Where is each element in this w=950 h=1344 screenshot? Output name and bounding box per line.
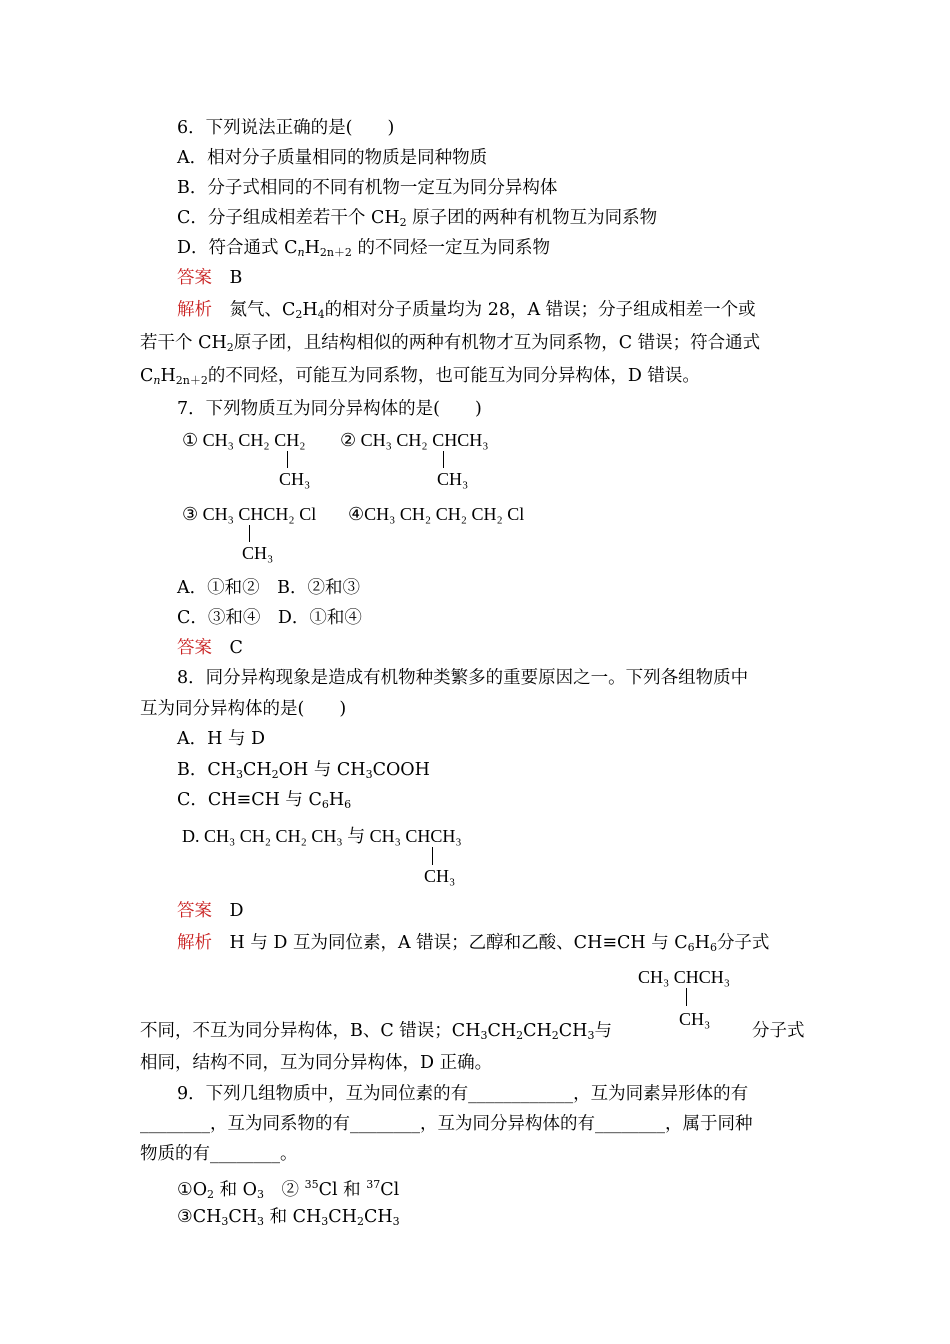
q9-stem-line3: 物质的有________。 [140, 1144, 298, 1164]
q7-structure-3-bond [249, 525, 250, 542]
q7-structure-4: ④CH₃ CH₂ CH₂ CH₂ Cl [348, 504, 525, 524]
q8-option-d-bond [432, 847, 433, 865]
q8-option-a: A．H 与 D [177, 729, 266, 749]
q7-options-cd: C．③和④ D．①和④ [177, 608, 362, 628]
q8-answer: 答案 D [177, 901, 244, 921]
q7-stem: 7．下列物质互为同分异构体的是( ) [177, 399, 482, 419]
q8-option-c: C．CH≡CH 与 $C_6H_6$ [177, 790, 352, 811]
q8-stem-line2: 互为同分异构体的是( ) [140, 699, 347, 719]
q7-options-ab: A．①和② B．②和③ [177, 578, 360, 598]
q8-explanation-line2-tail: 分子式 [752, 1021, 805, 1041]
q8-explanation-structure: CH₃ CHCH₃ [638, 967, 731, 987]
q7-answer: 答案 C [177, 638, 243, 658]
q8-option-b: B．$CH_3CH_2OH$ 与 $CH_3COOH$ [177, 760, 430, 781]
q8-option-d: D. CH₃ CH₂ CH₂ CH₃ 与 CH₃ CHCH₃ [182, 826, 462, 846]
q7-structure-1-branch: CH₃ [279, 469, 311, 489]
q6-option-a: A．相对分子质量相同的物质是同种物质 [177, 148, 488, 168]
q7-structure-3: ③ CH₃ CHCH₂ Cl [182, 504, 317, 524]
q8-explanation-line2: 不同，不互为同分异构体，B、C 错误；$CH_3CH_2CH_2CH_3$与 [140, 1021, 612, 1042]
q6-answer: 答案 B [177, 268, 243, 288]
q7-structure-3-branch: CH₃ [242, 543, 274, 563]
explanation-label: 解析 [177, 933, 212, 953]
q9-item-1-2: $①O_2$ 和 $O_3$ ② $^{35}$Cl 和 $^{37}$Cl [177, 1178, 400, 1201]
q7-structure-2-bond [443, 451, 444, 468]
q8-explanation-line1: 解析 H 与 D 互为同位素，A 错误；乙醇和乙酸、CH≡CH 与 $C_6H_6$分子式 [177, 933, 770, 954]
q6-option-c: C．分子组成相差若干个 $CH_2$ 原子团的两种有机物互为同系物 [177, 208, 658, 229]
q6-option-b: B．分子式相同的不同有机物一定互为同分异构体 [177, 178, 558, 198]
q9-stem-line2: ________，互为同系物的有________，互为同分异构体的有________，属于同种 [140, 1114, 753, 1134]
q7-structure-2-branch: CH₃ [437, 469, 469, 489]
q7-structure-1-bond [287, 451, 288, 468]
q8-explanation-line3: 相同，结构不同，互为同分异构体，D 正确。 [140, 1053, 493, 1073]
q6-explanation-line1: 解析 氮气、$C_2H_4$的相对分子质量均为 28，A 错误；分子组成相差一个或 [177, 300, 756, 321]
q6-explanation-line2: 若干个 $CH_2$原子团，且结构相似的两种有机物才互为同系物，C 错误；符合通式 [140, 333, 761, 354]
q9-stem-line1: 9．下列几组物质中，互为同位素的有____________，互为同素异形体的有 [177, 1084, 749, 1104]
q6-option-d: D．符合通式 $C_nH_{2n+2}$ 的不同烃一定互为同系物 [177, 238, 550, 259]
q8-explanation-structure-branch: CH₃ [679, 1009, 711, 1029]
q8-stem-line1: 8．同分异构现象是造成有机物种类繁多的重要原因之一。下列各组物质中 [177, 668, 749, 688]
answer-label: 答案 [177, 638, 212, 658]
explanation-label: 解析 [177, 300, 212, 320]
q7-structure-1: ① CH₃ CH₂ CH₂ [182, 430, 306, 450]
q7-structure-2: ② CH₃ CH₂ CHCH₃ [340, 430, 489, 450]
answer-label: 答案 [177, 901, 212, 921]
q8-explanation-structure-bond [686, 988, 687, 1006]
q8-option-d-branch: CH₃ [424, 866, 456, 886]
q6-explanation-line3: $C_nH_{2n+2}$的不同烃，可能互为同系物，也可能互为同分异构体，D 错误。 [140, 366, 700, 387]
q6-stem: 6．下列说法正确的是( ) [177, 118, 395, 138]
q9-item-3: $③CH_3CH_3$ 和 $CH_3CH_2CH_3$ [177, 1207, 400, 1228]
answer-label: 答案 [177, 268, 212, 288]
